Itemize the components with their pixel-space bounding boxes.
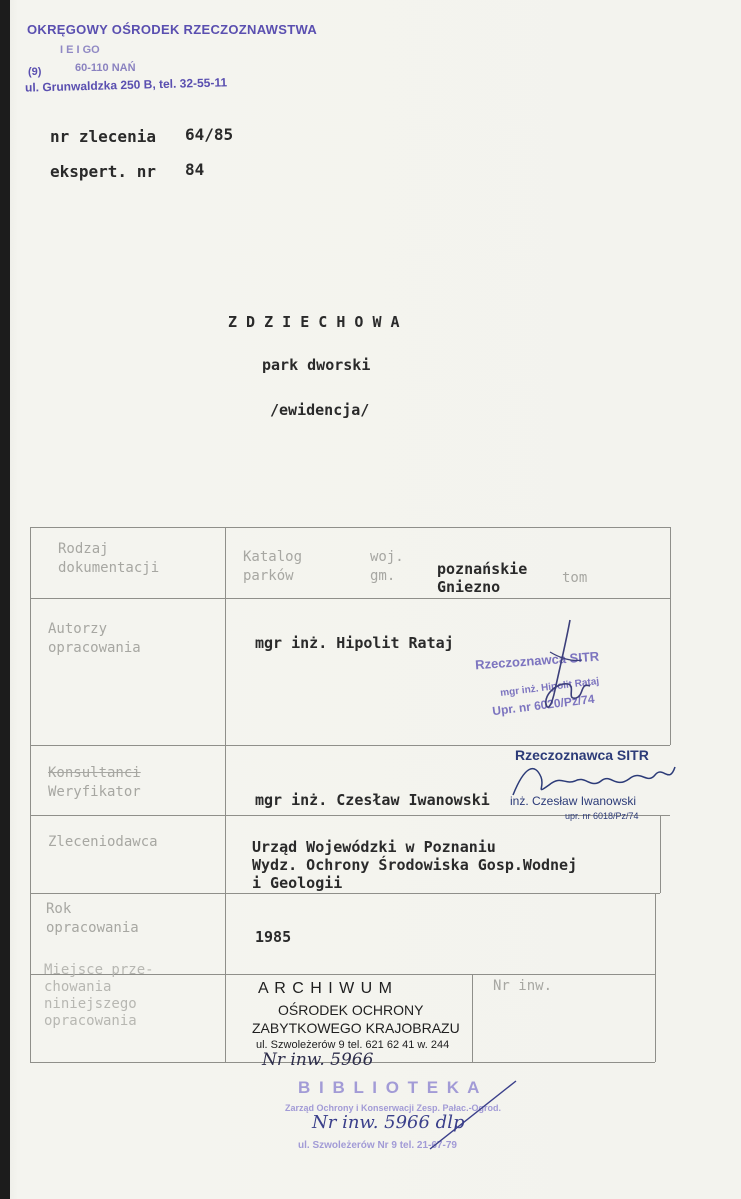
iwanowski-signature bbox=[505, 755, 685, 805]
row-doc-type-catalog: Katalog parków bbox=[243, 549, 303, 584]
archive-stamp-line4: ul. Szwoleżerów 9 tel. 621 62 41 w. 244 bbox=[256, 1039, 450, 1051]
document-subtitle: park dworski bbox=[262, 356, 371, 374]
archive-stamp-handwritten-number: Nr inw. 5966 bbox=[262, 1050, 374, 1070]
rataj-stamp-registration: Upr. nr 6020/Pz/74 bbox=[491, 691, 596, 719]
archive-stamp-line2: OŚRODEK OCHRONY bbox=[278, 1002, 424, 1018]
row-doc-type-label: Rodzaj dokumentacji bbox=[58, 541, 160, 576]
library-stamp-cross-mark bbox=[420, 1075, 530, 1155]
header-stamp-mark: (9) bbox=[28, 66, 42, 78]
iwanowski-stamp-registration: upr. nr 6018/Pz/74 bbox=[565, 811, 639, 821]
header-stamp-line1: OKRĘGOWY OŚRODEK RZECZOZNAWSTWA bbox=[27, 22, 318, 37]
library-stamp-line1: B I B L I O T E K A bbox=[298, 1078, 482, 1097]
iwanowski-stamp-title: Rzeczoznawca SITR bbox=[515, 747, 649, 763]
archive-stamp-line3: ZABYTKOWEGO KRAJOBRAZU bbox=[252, 1020, 460, 1036]
row-verifier-label-struck: Konsultanci bbox=[48, 765, 141, 781]
row-storage-label: Miejsce prze- chowania niniejszego opracowania bbox=[44, 962, 154, 1029]
row-authors-value: mgr inż. Hipolit Rataj bbox=[255, 634, 454, 652]
library-stamp-handwritten-number: Nr inw. 5966 dlp bbox=[312, 1112, 465, 1133]
expertise-number-label: ekspert. nr bbox=[50, 162, 156, 181]
library-stamp-line3: ul. Szwoleżerów Nr 9 tel. 21-67-79 bbox=[298, 1140, 457, 1151]
iwanowski-stamp-name: inż. Czesław Iwanowski bbox=[510, 794, 637, 808]
row-year-value: 1985 bbox=[255, 928, 292, 946]
header-stamp-line3: 60-110 NAŃ bbox=[75, 62, 136, 74]
row-doc-type-value: poznańskie Gniezno bbox=[437, 560, 528, 596]
rataj-signature bbox=[520, 612, 600, 722]
row-client-value: Urząd Wojewódzki w Poznaniu Wydz. Ochrony Środowiska Gosp.Wodnej i Geologii bbox=[252, 838, 578, 892]
document-type: /ewidencja/ bbox=[270, 401, 370, 419]
order-number-label: nr zlecenia bbox=[50, 127, 156, 146]
expertise-number-value: 84 bbox=[185, 160, 205, 179]
row-storage-inventory-label: Nr inw. bbox=[493, 978, 553, 994]
rataj-stamp-title: Rzeczoznawca SITR bbox=[474, 648, 600, 673]
row-verifier-label: Weryfikator bbox=[48, 784, 141, 800]
header-stamp-line2: I E I GO bbox=[60, 44, 100, 56]
row-client-label: Zleceniodawca bbox=[48, 834, 158, 850]
row-year-label: Rok opracowania bbox=[46, 901, 139, 936]
row-authors-label: Autorzy opracowania bbox=[48, 621, 141, 656]
document-title: Z D Z I E C H O W A bbox=[228, 313, 400, 331]
archive-stamp-line1: A R C H I W U M bbox=[258, 980, 393, 997]
row-doc-type-voivodeship-label: woj. gm. bbox=[370, 549, 404, 584]
rataj-stamp-name: mgr inż. Hipolit Rataj bbox=[499, 675, 600, 700]
header-stamp-line4: ul. Grunwaldzka 250 B, tel. 32-55-11 bbox=[24, 75, 228, 95]
order-number-value: 64/85 bbox=[185, 125, 234, 144]
row-doc-type-volume: tom bbox=[562, 570, 588, 586]
row-verifier-value: mgr inż. Czesław Iwanowski bbox=[255, 791, 490, 809]
binding-edge bbox=[0, 0, 10, 1199]
library-stamp-line2: Zarząd Ochrony i Konserwacji Zesp. Pałac.-Ogrod. bbox=[285, 1103, 502, 1113]
